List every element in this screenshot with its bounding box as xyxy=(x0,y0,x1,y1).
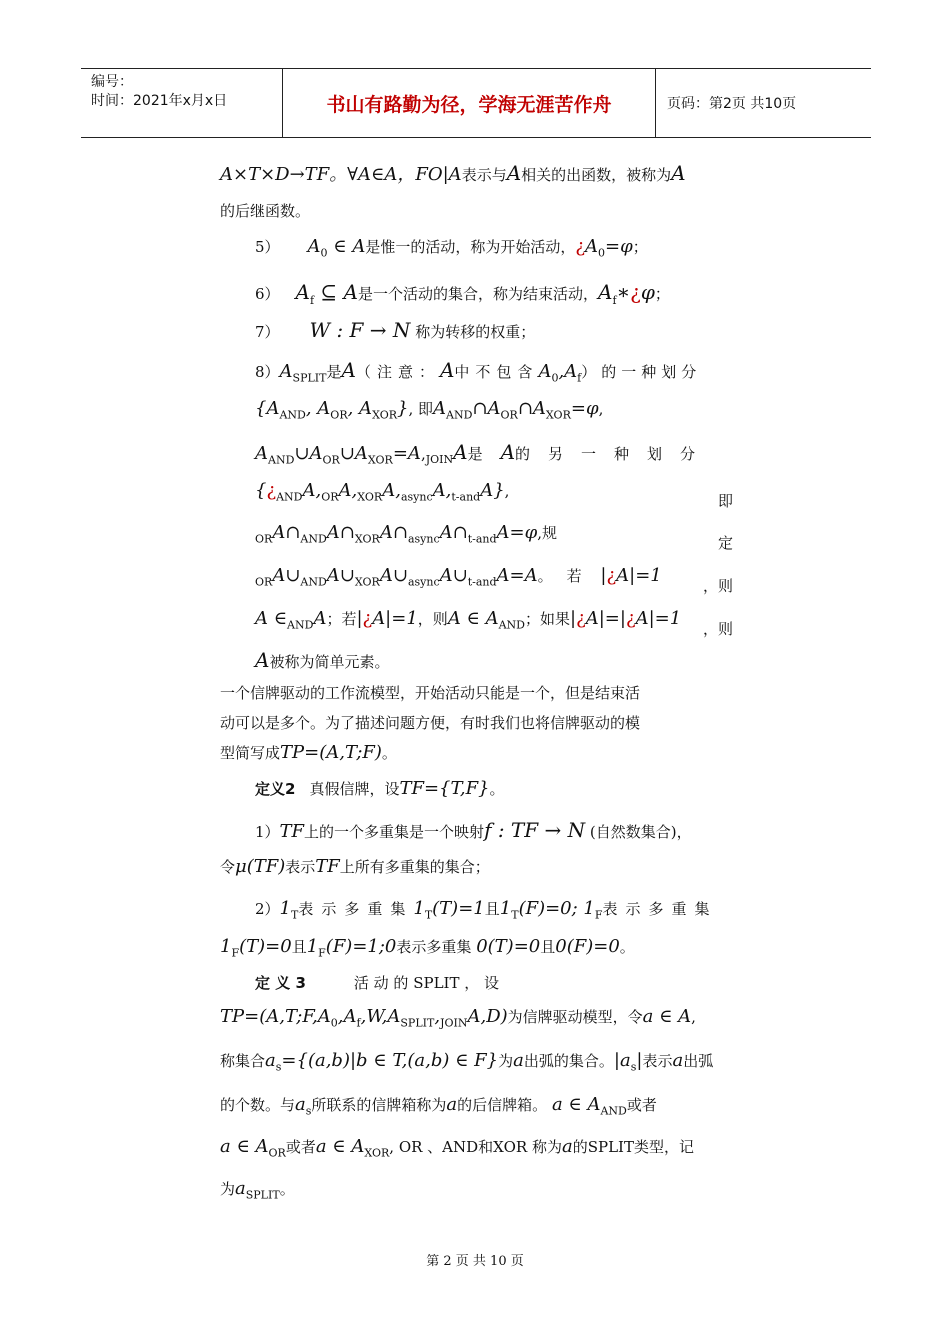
math-line: A $\in_{AND}A$；若|¿A|=1，则A ∈ $A_{AND}$；如果|¿A|=|¿A|=1 ，则 xyxy=(255,608,733,638)
list-item: $1_F(T)=0$且$1_F(F)=1;0$表示多重集 0(T)=0且0(F)=0。 xyxy=(220,936,635,960)
definition-heading: 定义2 真假信牌，设TF={T,F}。 xyxy=(255,778,505,799)
time-label: 时间：2021年x月x日 xyxy=(91,93,228,109)
text-line: A×T×D→TF。∀A∈A，FO|A表示与A相关的出函数，被称为A xyxy=(220,161,686,185)
list-item: 令μ(TF)表示TF上所有多重集的集合； xyxy=(220,856,490,877)
paragraph-line: 动可以是多个。为了描述问题方便，有时我们也将信牌驱动的模 xyxy=(220,714,641,732)
text-line: 的后继函数。 xyxy=(220,202,311,220)
header-motto: 书山有路勤为径，学海无涯苦作舟 xyxy=(283,69,656,137)
math-line: {$A_{AND}$, $A_{OR}$, $A_{XOR}$}, 即$A_{AND}\cap A_{OR}\cap A_{XOR}=\varphi$, xyxy=(255,398,604,422)
list-item: 6） $A_f$ ⊆ A是一个活动的集合，称为结束活动，$A_f∗¿\varphi$； xyxy=(255,280,670,307)
paragraph-line: 一个信牌驱动的工作流模型，开始活动只能是一个，但是结束活 xyxy=(220,684,641,702)
list-item: $2)1_T$表示多重集$1_T(T)=1$且$1_T(F)=0$; $1_F$表示多重集 xyxy=(255,898,718,922)
text-line: 的个数。与$a_s$所联系的信牌箱称为a的后信牌箱。 a ∈ $A_{AND}$或者 xyxy=(220,1094,657,1118)
header-meta xyxy=(81,69,283,137)
header-page-label: 页码：第2页 共10页 xyxy=(667,96,797,112)
math-line: $_{OR}A\cap_{AND}A\cap_{XOR}A\cap_{async}A\cap_{t-and}A=\varphi$,规 定 xyxy=(255,522,733,552)
text-line: A被称为简单元素。 xyxy=(255,648,390,672)
math-line: a ∈ $A_{OR}$或者a ∈ $A_{XOR}$, OR 、AND和XOR 称为a的SPLIT类型，记 xyxy=(220,1136,694,1160)
list-item: 7） W : F → N 称为转移的权重； xyxy=(255,318,536,342)
definition-heading: 定 义 3 活 动 的 SPLIT ， 设 xyxy=(255,974,499,992)
list-item: $8)A_{SPLIT}$是A（注意：A中不包含$A_0,A_f$）的一种划分 xyxy=(255,358,702,385)
math-line: $A_{AND}\cup A_{OR}\cup A_{XOR}=A,_{JOIN}A$是 A的另一种划分 xyxy=(255,440,714,467)
page-footer: 第 2 页 共 10 页 xyxy=(426,1254,524,1269)
math-line: $\{¿_{AND}A,_{OR}A,_{XOR}A,_{async}A,_{t-and}A\}$, 即 xyxy=(255,480,733,510)
math-line: $_{OR}A\cup_{AND}A\cup_{XOR}A\cup_{async}A\cup_{t-and}A=A$。若 |¿A|=1 ，则 xyxy=(255,565,733,595)
paragraph-line: 型简写成TP=(A,T;F)。 xyxy=(220,742,397,763)
list-item: 5） $A_0$ ∈ A是惟一的活动，称为开始活动，¿$A_0=\varphi$； xyxy=(255,236,648,260)
math-line: $TP=(A,T;F,A_0,A_f,W,A_{SPLIT},_{JOIN}A,D)$为信牌驱动模型，令a ∈ A, xyxy=(220,1006,696,1030)
text-line: 为$a_{SPLIT}$。 xyxy=(220,1178,295,1202)
page-header xyxy=(81,68,871,138)
math-line: 称集合$a_s=\{(a,b)|b$ ∈ T,(a,b) ∈ F}为a出弧的集合。$|a_s|$表示a出弧 xyxy=(220,1050,714,1074)
number-label: 编号： xyxy=(91,74,133,90)
list-item: 1）TF上的一个多重集是一个映射f : TF → N (自然数集合)， xyxy=(255,818,692,842)
